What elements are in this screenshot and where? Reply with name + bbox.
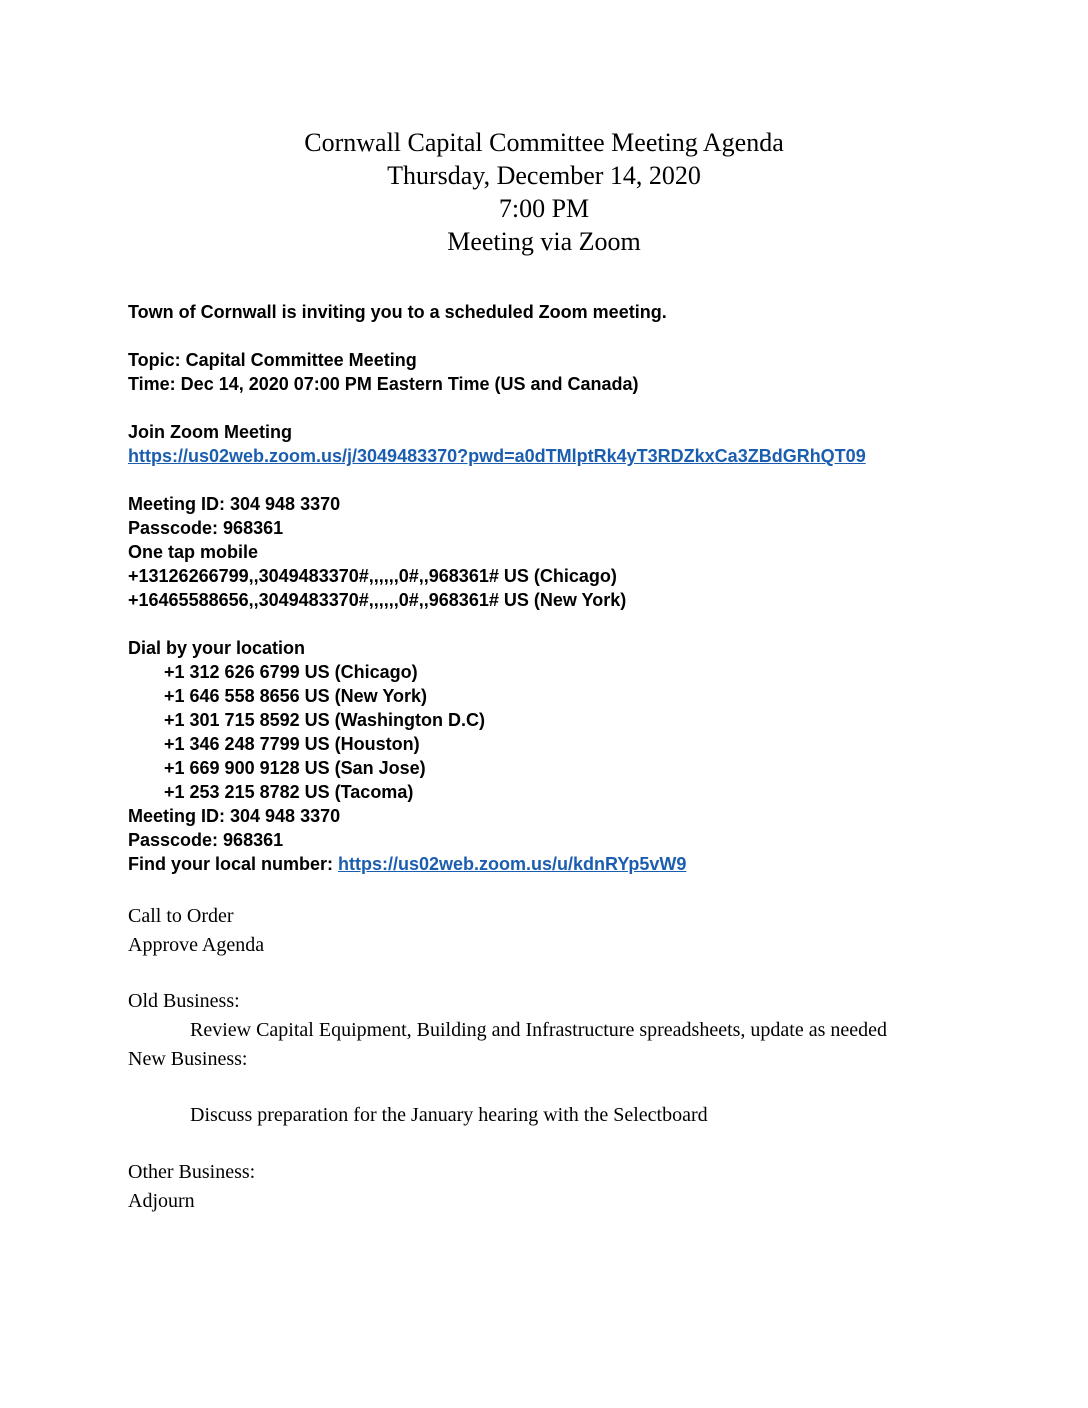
agenda-section <box>128 902 960 1216</box>
passcode-line: Passcode: 968361 <box>128 518 284 538</box>
one-tap-number: +13126266799,,3049483370#,,,,,,0#,,968361# US (Chicago) <box>128 566 617 586</box>
find-local-label: Find your local number: <box>128 854 339 874</box>
join-zoom-link-line <box>128 444 960 468</box>
title-line-1: Cornwall Capital Committee Meeting Agenda <box>304 128 784 157</box>
title-line-3: 7:00 PM <box>498 194 590 223</box>
agenda-approve-agenda: Approve Agenda <box>128 934 265 956</box>
agenda-adjourn: Adjourn <box>128 1190 195 1212</box>
find-local-line <box>128 852 960 876</box>
title-line-4: Meeting via Zoom <box>447 227 641 256</box>
one-tap-label: One tap mobile <box>128 542 259 562</box>
agenda-old-business-item: Review Capital Equipment, Building and Infrastructure spreadsheets, update as needed <box>190 1019 888 1041</box>
dial-number: +1 301 715 8592 US (Washington D.C) <box>164 710 485 730</box>
agenda-other-business-label: Other Business: <box>128 1161 256 1183</box>
topic-line: Topic: Capital Committee Meeting <box>128 350 417 370</box>
dial-number: +1 646 558 8656 US (New York) <box>164 686 427 706</box>
join-zoom-label: Join Zoom Meeting <box>128 422 292 442</box>
dial-number: +1 669 900 9128 US (San Jose) <box>164 758 426 778</box>
document-title-block <box>128 126 960 258</box>
agenda-new-business-item: Discuss preparation for the January hearing with the Selectboard <box>190 1104 708 1126</box>
passcode-line-2: Passcode: 968361 <box>128 830 284 850</box>
agenda-call-to-order: Call to Order <box>128 905 234 927</box>
find-local-link[interactable]: https://us02web.zoom.us/u/kdnRYp5vW9 <box>338 854 687 874</box>
dial-location-label: Dial by your location <box>128 638 306 658</box>
dial-number: +1 253 215 8782 US (Tacoma) <box>164 782 414 802</box>
meeting-id-line: Meeting ID: 304 948 3370 <box>128 494 341 514</box>
title-line-2: Thursday, December 14, 2020 <box>387 161 701 190</box>
dial-number: +1 346 248 7799 US (Houston) <box>164 734 420 754</box>
invite-intro-line: Town of Cornwall is inviting you to a scheduled Zoom meeting. <box>128 302 667 322</box>
zoom-invite-section <box>128 300 960 876</box>
time-line: Time: Dec 14, 2020 07:00 PM Eastern Time (US and Canada) <box>128 374 639 394</box>
one-tap-number: +16465588656,,3049483370#,,,,,,0#,,968361# US (New York) <box>128 590 627 610</box>
dial-number: +1 312 626 6799 US (Chicago) <box>164 662 418 682</box>
agenda-new-business-label: New Business: <box>128 1048 248 1070</box>
meeting-id-line-2: Meeting ID: 304 948 3370 <box>128 806 341 826</box>
join-zoom-link[interactable]: https://us02web.zoom.us/j/3049483370?pwd=a0dTMlptRk4yT3RDZkxCa3ZBdGRhQT09 <box>128 446 866 466</box>
agenda-old-business-label: Old Business: <box>128 990 240 1012</box>
